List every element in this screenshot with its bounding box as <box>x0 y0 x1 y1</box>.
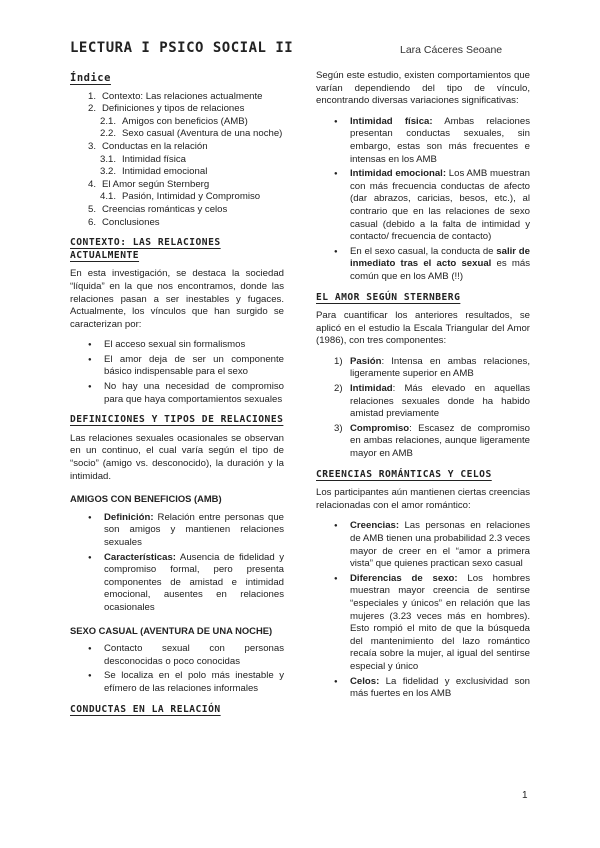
creencias-paragraph: Los participantes aún mantienen ciertas creencias relacionadas con el amor romántico: <box>316 487 530 511</box>
sexo-casual-heading: SEXO CASUAL (AVENTURA DE UNA NOCHE) <box>70 624 273 636</box>
list-item: ● Celos: La fidelidad y exclusividad son más fuertes en los AMB <box>316 676 530 701</box>
toc-item: 6. Conclusiones <box>87 216 160 228</box>
page-number: 1 <box>522 790 528 801</box>
creencias-heading: CREENCIAS ROMÁNTICAS Y CELOS <box>316 468 492 480</box>
index-heading: Índice <box>70 72 111 84</box>
sternberg-heading: EL AMOR SEGÚN STERNBERG <box>316 291 461 303</box>
toc-item: 1. Contexto: Las relaciones actualmente <box>87 90 263 102</box>
list-item: ● Características: Ausencia de fidelidad y compromiso formal, pero presenta componentes de amistad e intimidad emocional, ausentes en relaciones ocasionales <box>70 552 284 615</box>
sternberg-list <box>316 356 530 461</box>
amb-list <box>70 512 284 615</box>
left-column <box>70 70 284 722</box>
sternberg-paragraph: Para cuantificar los anteriores resultados, se aplicó en el estudio la Escala Triangular del Amor (1986), con tres componentes: <box>316 310 530 347</box>
toc-item: 2. Definiciones y tipos de relaciones <box>87 103 245 115</box>
list-item: ● En el sexo casual, la conducta de salir de inmediato tras el acto sexual es más común que en los AMB (!!) <box>316 246 530 284</box>
toc-item: 4. El Amor según Sternberg <box>87 178 210 190</box>
toc-item: 5. Creencias románticas y celos <box>87 203 228 215</box>
conductas-heading: CONDUCTAS EN LA RELACIÓN <box>70 703 221 715</box>
toc-item: 2.2. Sexo casual (Aventura de una noche) <box>99 128 283 140</box>
toc-item: 3.1. Intimidad física <box>99 153 186 165</box>
author-name: Lara Cáceres Seoane <box>400 44 503 56</box>
list-item: 1) Pasión: Intensa en ambas relaciones, ligeramente superior en AMB <box>334 355 530 380</box>
definiciones-heading: DEFINICIONES Y TIPOS DE RELACIONES <box>70 414 284 426</box>
definiciones-paragraph: Las relaciones sexuales ocasionales se observan en un continuo, el cual varía según el tipo de “socio” (amigo vs. desconocido), la duración y la intimidad. <box>70 432 284 482</box>
list-item: ● No hay una necesidad de compromiso para que haya comportamientos sexuales <box>70 381 284 406</box>
contexto-list <box>70 339 284 406</box>
conductas-list <box>316 116 530 284</box>
list-item: ● El amor deja de ser un componente básico indispensable para el sexo <box>70 354 284 379</box>
list-item: ● Se localiza en el polo más inestable y efímero de las relaciones informales <box>70 670 284 695</box>
toc-item: 3.2. Intimidad emocional <box>99 166 208 178</box>
list-item: ● Intimidad emocional: Los AMB muestran con más frecuencia conductas de afecto (dar abrazos, caricias, besos, etc.), al contrario que en las relaciones de sexo casual (debido a la falta de intimidad y contacto/ frecuencia de contacto) <box>316 168 530 244</box>
creencias-list <box>316 520 530 700</box>
list-item: ● El acceso sexual sin formalismos <box>70 339 284 352</box>
list-item: ● Contacto sexual con personas desconocidas o poco conocidas <box>70 643 284 668</box>
list-item: ● Intimidad física: Ambas relaciones presentan conductas sexuales, sin embargo, estas son más frecuentes e intensas en los AMB <box>316 116 530 166</box>
toc-item: 3. Conductas en la relación <box>87 140 208 152</box>
right-column <box>316 70 530 709</box>
list-item: ● Diferencias de sexo: Los hombres muestran mayor creencia de sentirse “especiales y únicos” en relación que las mujeres (3.23 veces más en hombres). Esto rompió el mito de que la búsqueda del mantenimiento del lazo romántico recaía sobre la mujer, al igual del sentirse especial y único <box>316 573 530 674</box>
sexo-casual-list <box>70 643 284 695</box>
list-item: ● Creencias: Las personas en relaciones de AMB tienen una probabilidad 2.3 veces mayor de creer en el “amor a primera vista” que quienes practican sexo casual <box>316 520 530 570</box>
contexto-paragraph: En esta investigación, se destaca la sociedad “líquida” en la que nos encontramos, donde las relaciones pasan a ser inestables y fugaces. Actualmente, los vínculos que han surgido se caracterizan por: <box>70 268 284 330</box>
toc-item: 2.1. Amigos con beneficios (AMB) <box>99 115 248 127</box>
list-item: 2) Intimidad: Más elevado en aquellas relaciones sexuales donde ha habido amistad previamente <box>334 383 530 420</box>
amb-heading: AMIGOS CON BENEFICIOS (AMB) <box>70 493 222 505</box>
list-item: ● Definición: Relación entre personas que son amigos y mantienen relaciones sexuales <box>70 512 284 550</box>
contexto-heading: CONTEXTO: LAS RELACIONES ACTUALMENTE <box>70 237 221 261</box>
table-of-contents <box>70 91 284 230</box>
document-title: LECTURA I PSICO SOCIAL II <box>70 40 294 56</box>
conductas-paragraph: Según este estudio, existen comportamientos que varían dependiendo del tipo de vínculo, encontrando diversas variaciones significativas: <box>316 70 530 107</box>
toc-item: 4.1. Pasión, Intimidad y Compromiso <box>99 191 261 203</box>
list-item: 3) Compromiso: Escasez de compromiso en ambas relaciones, aunque ligeramente mayor en AMB <box>334 422 530 460</box>
